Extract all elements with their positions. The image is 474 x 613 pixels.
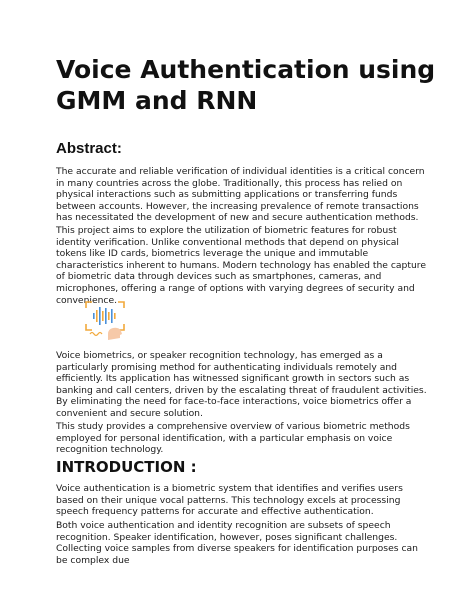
introduction-heading: INTRODUCTION : bbox=[56, 458, 197, 476]
introduction-paragraph: Both voice authentication and identity recognition are subsets of speech recognition. Speaker identification, however, poses significant challenges. Collecting voice samples from diverse speakers for identification purposes can be complex due bbox=[56, 520, 418, 566]
abstract-paragraph: The accurate and reliable verification of individual identities is a critical concern in many countries across the globe. Traditionally, this process has relied on physical interactions such as submitting applications or transferring funds between accounts. However, the increasing prevalence of remote transactions has necessitated the development of new and secure authentication methods. bbox=[56, 166, 425, 224]
abstract-paragraph: This study provides a comprehensive overview of various biometric methods employed for personal identification, with a particular emphasis on voice recognition technology. bbox=[56, 421, 410, 456]
document-title: Voice Authentication using GMM and RNN bbox=[56, 55, 436, 115]
voice-recognition-icon bbox=[84, 300, 126, 340]
abstract-paragraph: Voice biometrics, or speaker recognition technology, has emerged as a particularly promising method for authenticating individuals remotely and efficiently. Its application has witnessed significant growth in sectors such as banking and call centers, driven by the escalating threat of fraudulent activities. By eliminating the need for face-to-face interactions, voice biometrics offer a convenient and secure solution. bbox=[56, 350, 427, 419]
abstract-heading: Abstract: bbox=[56, 140, 122, 157]
abstract-paragraph: This project aims to explore the utilization of biometric features for robust identity verification. Unlike conventional methods that depend on physical tokens like ID cards, biometrics leverage the unique and immutable characteristics inherent to humans. Modern technology has enabled the capture of biometric data through devices such as smartphones, cameras, and microphones, offering a range of options with varying degrees of security and convenience. bbox=[56, 225, 427, 306]
introduction-paragraph: Voice authentication is a biometric system that identifies and verifies users based on their unique vocal patterns. This technology excels at processing speech frequency patterns for accurate and effective authentication. bbox=[56, 483, 403, 518]
